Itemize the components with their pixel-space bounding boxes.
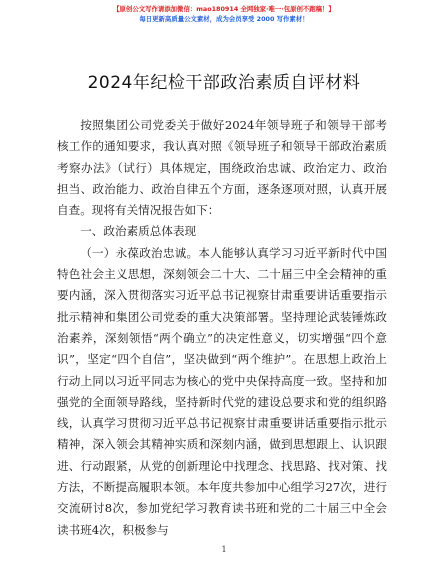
document-body [57,115,387,541]
document-title: 2024年纪检干部政治素质自评材料 [87,73,361,93]
header-banner [0,4,448,24]
promo-line-red: 【原创公文写作请添加微信：mao180914 全网独家·唯一·包原创不跑稿！】 [113,5,335,13]
page-number: 1 [221,545,227,554]
body-paragraph: （一）永葆政治忠诚。本人能够认真学习习近平新时代中国特色社会主义思想，深刻领会二十大、二十届三中全会精神的重要内涵，深入贯彻落实习近平总书记视察甘肃重要讲话重要指示批示精神和集团公司党委的重大决策部署。坚持理论武装锤炼政治素养，深刻领悟“两个确立”的决定性意义，切实增强“四个意识”，坚定“四个自信”，坚决做到“两个维护”。在思想上政治上行动上同以习近平同志为核心的党中央保持高度一致。坚持和加强党的全面领导路线，坚持新时代党的建设总要求和党的组织路线，认真学习贯彻习近平总书记视察甘肃重要讲话重要指示批示精神，深入领会其精神实质和深刻内涵，做到思想跟上、认识跟进、行动跟紧，从党的创新理论中找理念、找思路、找对策、找方法，不断提高履职本领。本年度共参加中心组学习27次，进行交流研讨8次，参加党纪学习教育读书班和党的二十届三中全会读书班4次，积极参与 [57,245,387,537]
intro-paragraph: 按照集团公司党委关于做好2024年领导班子和领导干部考核工作的通知要求，我认真对照《领导班子和领导干部政治素质考察办法》（试行）具体规定，围绕政治忠诚、政治定力、政治担当、政治能力、政治自律五个方面，逐条逐项对照，认真开展自查。现将有关情况报告如下： [57,118,387,218]
section-heading: 一、政治素质总体表现 [80,224,197,239]
promo-line-blue: 每日更新高质量公文素材，成为会员享受 2000 写作素材！ [139,15,309,23]
